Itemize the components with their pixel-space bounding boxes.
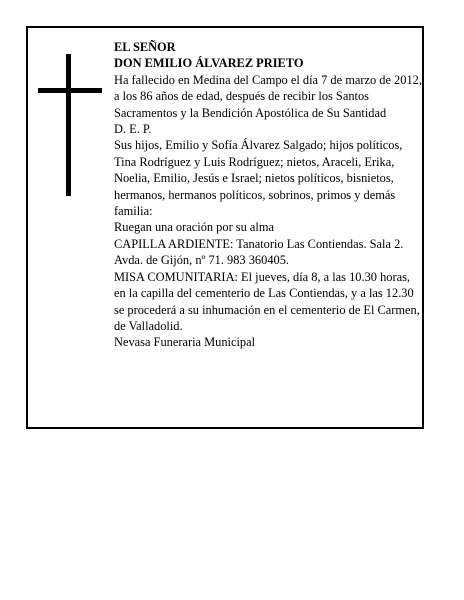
mass-info: MISA COMUNITARIA: El jueves, día 8, a las 10.30 horas, en la capilla del cementerio de Las Contiendas, y a las 12.30 se procederá a su inhumación en el cementerio de El Carmen, de Valladolid. [114,269,420,333]
title-line-1: EL SEÑOR [114,40,176,54]
chapel-info: CAPILLA ARDIENTE: Tanatorio Las Contiendas. Sala 2. Avda. de Gijón, nº 71. 983 360405. [114,236,404,268]
cross-horizontal-bar [38,88,102,93]
cross-vertical-bar [66,54,71,196]
family-list: Sus hijos, Emilio y Sofía Álvarez Salgado; hijos políticos, Tina Rodríguez y Luis Rodríguez; nietos, Araceli, Erika, Noelia, Emilio, Jesús e Israel; nietos políticos, bisnietos, hermanos, hermanos políticos, sobrinos, primos y demás familia: [114,138,403,219]
prayer-request: Ruegan una oración por su alma [114,220,274,235]
deceased-name: DON EMILIO ÁLVAREZ PRIETO [114,56,304,71]
cross-icon [38,54,102,196]
funeral-home: Nevasa Funeraria Municipal [114,335,256,350]
rip-line: D. E. P. [114,122,152,137]
obituary-notice [26,26,424,429]
notice-text [114,39,424,351]
death-announcement: Ha fallecido en Medina del Campo el día 7 de marzo de 2012, a los 86 años de edad, después de recibir los Santos Sacramentos y la Bendición Apostólica de Su Santidad [114,72,422,120]
